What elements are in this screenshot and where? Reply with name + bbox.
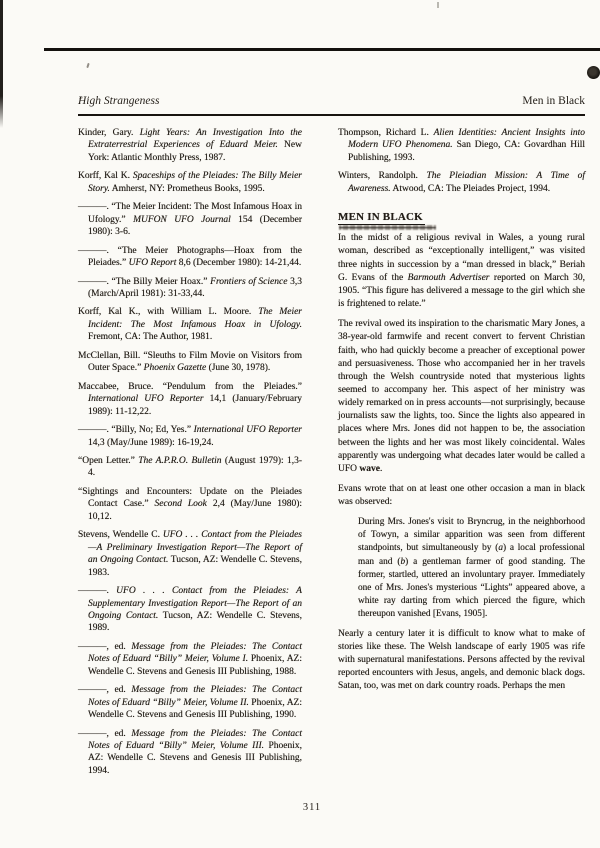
bibliography-entry: “Sightings and Encounters: Update on the Pleiades Contact Case.” Second Look 2,4 (May/June 1980): 10,12. [78, 486, 303, 522]
bibliography-entry: ———, ed. Message from the Pleiades: The Contact Notes of Eduard “Billy” Meier, Volume I. Phoenix, AZ: Wendelle C. Stevens and Genesis III Publishing, 1988. [78, 641, 303, 677]
top-rule [44, 48, 600, 51]
blockquote: During Mrs. Jones's visit to Bryncrug, in the neighborhood of Towyn, a similar apparition was seen from different standpoints, but simultaneously by (a) a local professional man and (b) a gentleman farmer of good standing. The former, startled, uttered an involuntary prayer. Immediately one of Mrs. Jones's mysterious “Lights” appeared above, a white ray darting from which pierced the figure, which thereupon vanished [Evans, 1905]. [358, 517, 585, 619]
bibliography-entry: ———. UFO . . . Contact from the Pleiades: A Supplementary Investigation Report—The Report of an Ongoing Contact. Tucson, AZ: Wendelle C. Stevens, 1989. [78, 586, 302, 634]
scan-edge-artifact [0, 0, 3, 128]
running-head-left: High Strangeness [78, 95, 160, 107]
bibliography-entry: Winters, Randolph. The Pleiadian Mission: A Time of Awareness. Atwood, CA: The Pleiades Project, 1994. [338, 171, 585, 194]
bibliography-entry: ———. “The Meier Incident: The Most Infamous Hoax in Ufology.” MUFON UFO Journal 154 (December 1980): 3-6. [78, 202, 302, 238]
ink-smudge-artifact [339, 225, 436, 230]
bibliography-left-column [78, 127, 302, 777]
bibliography-entry: “Open Letter.” The A.P.R.O. Bulletin (August 1979): 1,3-4. [78, 455, 302, 479]
bibliography-entry: Maccabee, Bruce. “Pendulum from the Pleiades.” International UFO Reporter 14,1 (January/February 1989): 11-12,22. [78, 381, 302, 417]
body-paragraph: Nearly a century later it is difficult to know what to make of stories like these. The Welsh landscape of early 1905 was rife with supernatural manifestations. Persons affected by the revival reported encounters with Jesus, angels, and demonic black dogs. Satan, too, was met on dark country roads. Perhaps the men [338, 628, 585, 692]
scan-speck [437, 2, 439, 8]
section-heading: MEN IN BLACK [338, 211, 423, 224]
scan-dot-artifact [587, 66, 600, 79]
body-paragraph: Evans wrote that on at least one other occasion a man in black was observed: [338, 484, 585, 508]
bibliography-entry: Korff, Kal K. Spaceships of the Pleiades: The Billy Meier Story. Amherst, NY: Prometheus Books, 1995. [78, 171, 302, 194]
bibliography-entry: Thompson, Richard L. Alien Identities: Ancient Insights into Modern UFO Phenomena. San Diego, CA: Govardhan Hill Publishing, 1993. [338, 128, 585, 163]
bibliography-entry: McClellan, Bill. “Sleuths to Film Movie on Visitors from Outer Space.” Phoenix Gazette (June 30, 1978). [78, 350, 302, 374]
page-number: 311 [302, 802, 322, 813]
running-head-right: Men in Black [522, 95, 585, 107]
bibliography-right-column [338, 127, 585, 195]
right-column [338, 127, 585, 701]
bibliography-entry: ———. “The Billy Meier Hoax.” Frontiers of Science 3,3 (March/April 1981): 31-33,44. [78, 276, 303, 299]
bibliography-entry: ———. “Billy, No; Ed, Yes.” International UFO Reporter 14,3 (May/June 1989): 16-19,24. [78, 425, 302, 448]
bibliography-entry: Stevens, Wendelle C. UFO . . . Contact from the Pleiades—A Preliminary Investigation Report—The Report of an Ongoing Contact. Tucson, AZ: Wendelle C. Stevens, 1983. [78, 530, 302, 578]
bibliography-entry: ———. “The Meier Photographs—Hoax from the Pleiades.” UFO Report 8,6 (December 1980): 14-21,44. [78, 245, 302, 269]
bibliography-entry: ———, ed. Message from the Pleiades: The Contact Notes of Eduard “Billy” Meier, Volume III. Phoenix, AZ: Wendelle C. Stevens and Genesis III Publishing, 1994. [78, 728, 303, 776]
bibliography-entry: ———, ed. Message from the Pleiades: The Contact Notes of Eduard “Billy” Meier, Volume II. Phoenix, AZ: Wendelle C. Stevens and Genesis III Publishing, 1990. [78, 685, 303, 721]
bibliography-entry: Kinder, Gary. Light Years: An Investigation Into the Extraterrestrial Experiences of Eduard Meier. New York: Atlantic Monthly Press, 1987. [78, 128, 303, 163]
body-paragraph: The revival owed its inspiration to the charismatic Mary Jones, a 38-year-old farmwife and recent convert to fervent Christian faith, who had quickly become a preacher of exceptional power and persuasiveness. Those who accompanied her in her travels through the Welsh countryside noted that mysterious lights seemed to accompany her. This aspect of her ministry was widely remarked on in press accounts—not surprisingly, because journalists saw the lights, too. Since the lights also appeared in places where Mrs. Jones did not happen to be, the association between the lights and her was most likely coincidental. Wales apparently was undergoing what decades later would be called a UFO wave. [338, 319, 585, 474]
section-heading-wrap [338, 207, 585, 225]
scan-speck [86, 63, 89, 68]
running-head [78, 95, 585, 111]
bibliography-entry: Korff, Kal K., with William L. Moore. The Meier Incident: The Most Infamous Hoax in Ufology. Fremont, CA: The Author, 1981. [78, 307, 303, 343]
body-paragraph: In the midst of a religious revival in Wales, a young rural woman, described as “exceptionally intelligent,” was visited three nights in succession by a “man dressed in black,” Beriah G. Evans of the Barmouth Advertiser reported on March 30, 1905. “This figure has delivered a message to the girl which she is frightened to relate.” [338, 233, 585, 310]
running-head-rule [78, 114, 585, 116]
